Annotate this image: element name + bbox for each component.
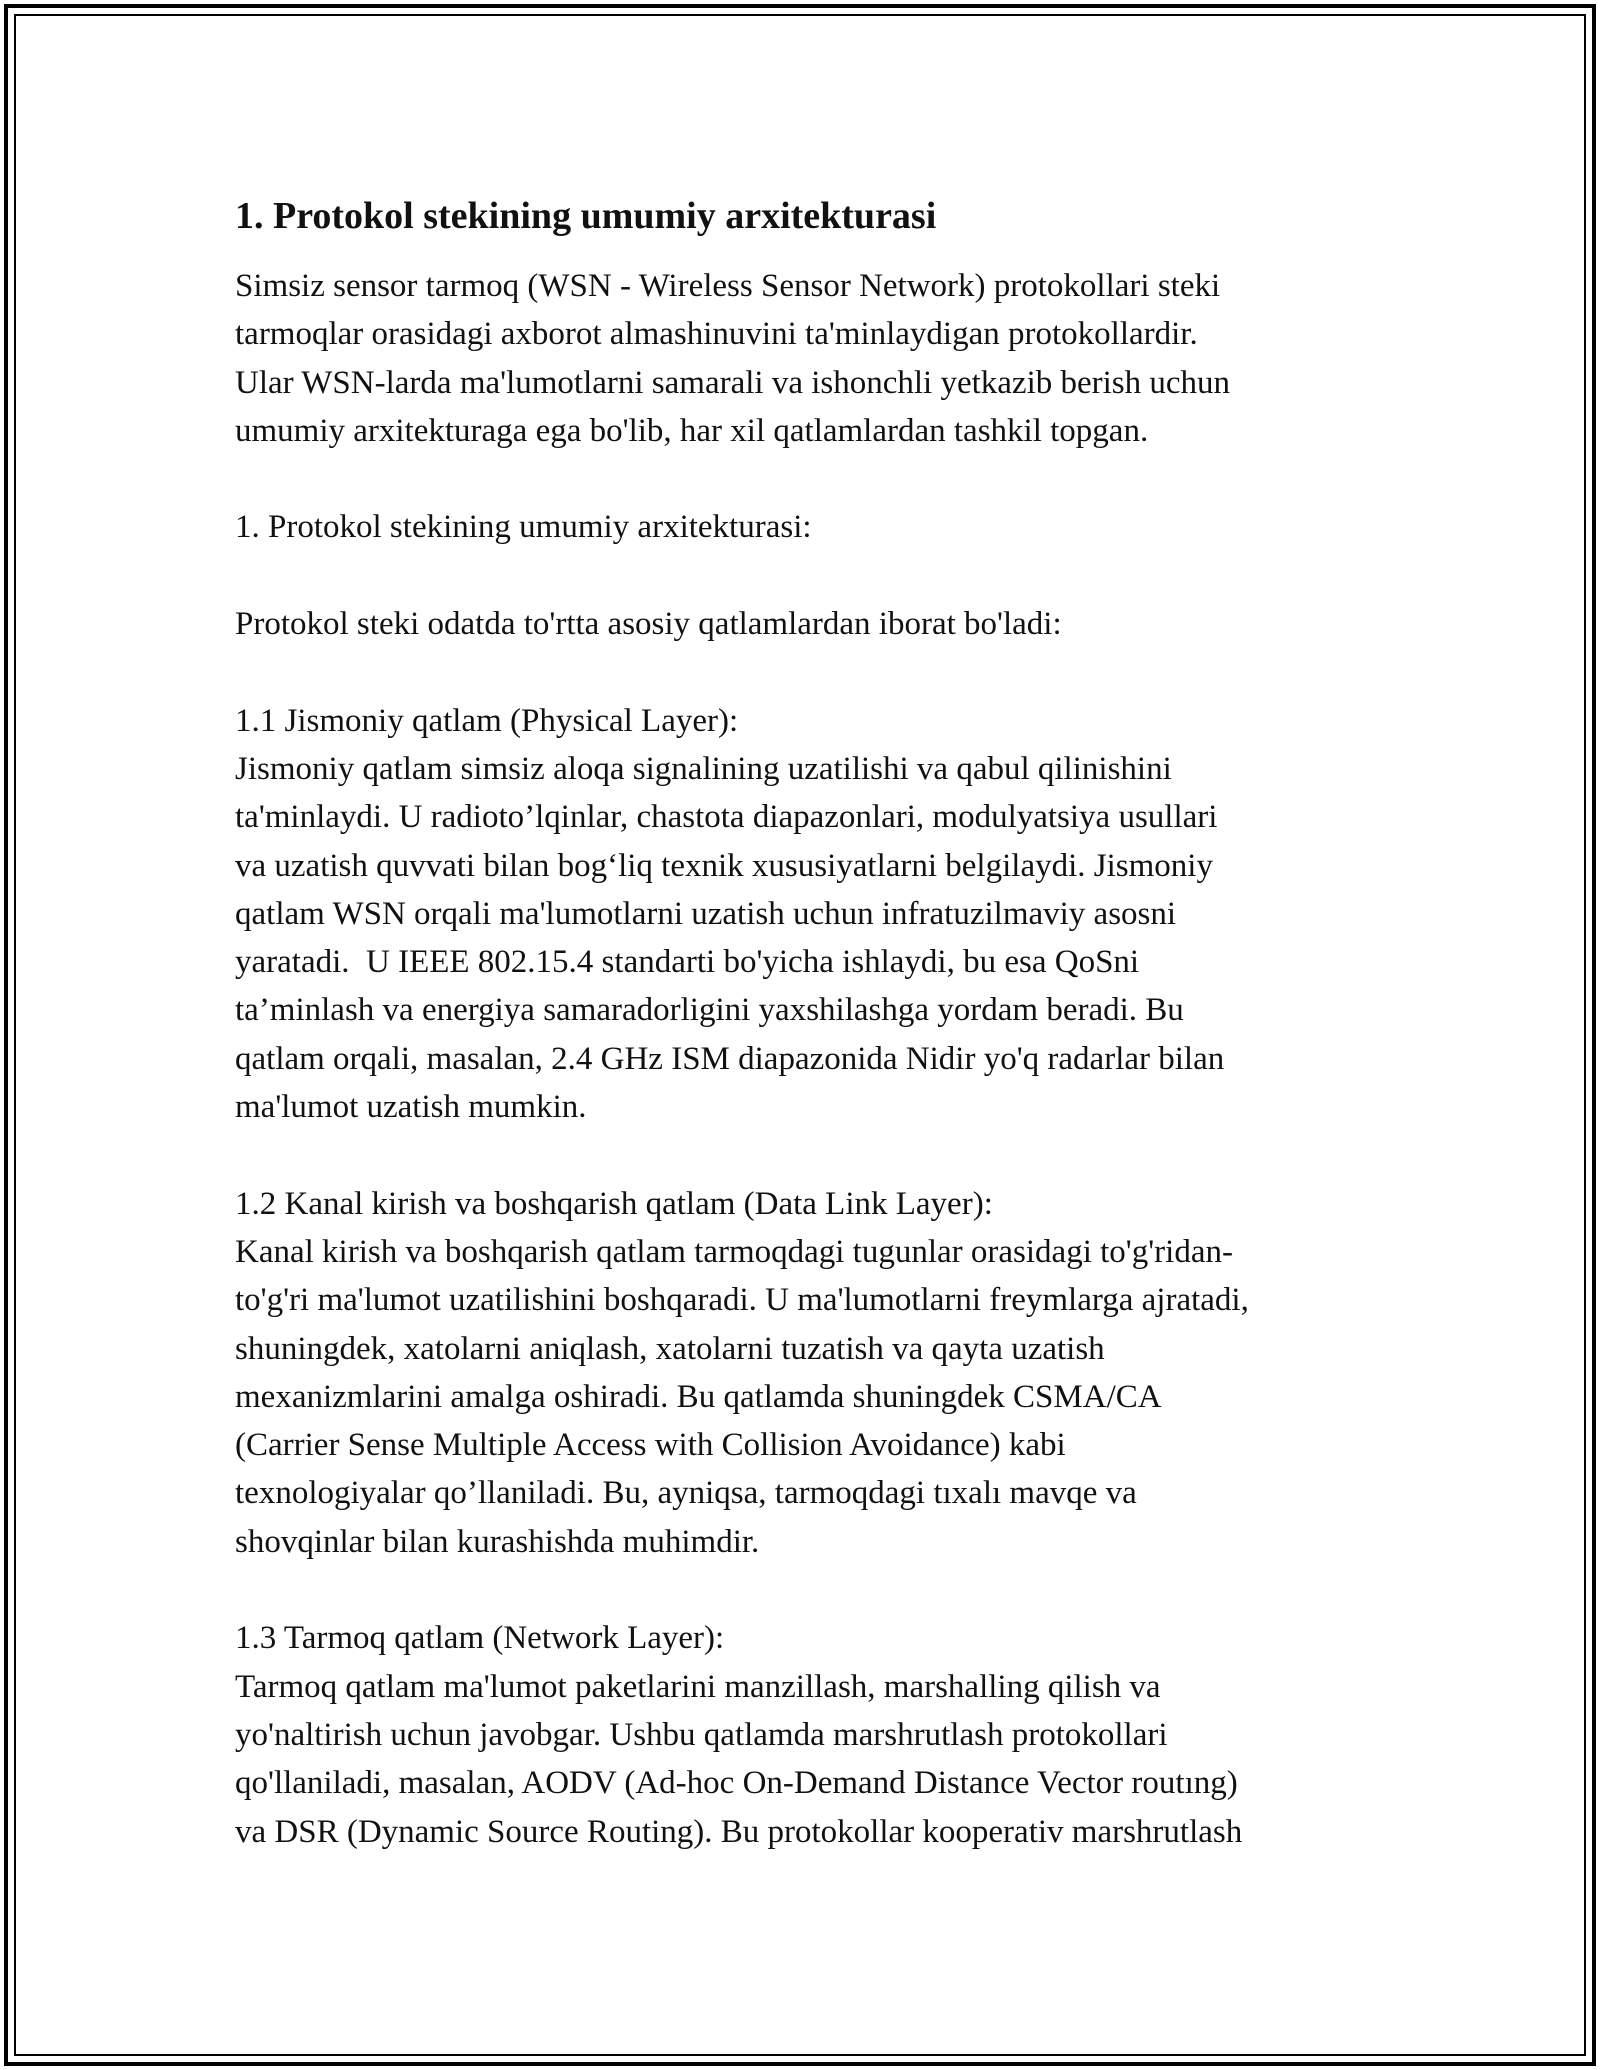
text-line: Ular WSN-larda ma'lumotlarni samarali va ishonchli yetkazib berish uchun bbox=[235, 364, 1231, 401]
text-line: Protokol steki odatda to'rtta asosiy qatlamlardan iborat bo'ladi: bbox=[235, 606, 1062, 643]
blank-line bbox=[235, 552, 1375, 600]
text-line: shuningdek, xatolarni aniqlash, xatolarni tuzatish va qayta uzatish bbox=[235, 1330, 1105, 1367]
document-title: 1. Protokol stekining umumiy arxitekturasi bbox=[235, 195, 937, 237]
text-line: qatlam orqali, masalan, 2.4 GHz ISM diapazonida Nidir yo'q radarlar bilan bbox=[235, 1040, 1225, 1077]
text-line: va uzatish quvvati bilan bog‘liq texnik xususiyatlarni belgilaydi. Jismoniy bbox=[235, 847, 1213, 884]
text-line: 1.2 Kanal kirish va boshqarish qatlam (Data Link Layer): bbox=[235, 1185, 993, 1222]
text-line: yaratadi. U IEEE 802.15.4 standarti bo'yicha ishlaydi, bu esa QoSni bbox=[235, 944, 1140, 981]
text-line: to'g'ri ma'lumot uzatilishini boshqaradi. U ma'lumotlarni freymlarga ajratadi, bbox=[235, 1282, 1249, 1319]
text-line: Jismoniy qatlam simsiz aloqa signalining uzatilishi va qabul qilinishini bbox=[235, 750, 1172, 787]
text-line: ta'minlaydi. U radioto’lqinlar, chastota diapazonlari, modulyatsiya usullari bbox=[235, 799, 1218, 836]
text-line: ma'lumot uzatish mumkin. bbox=[235, 1089, 587, 1126]
blank-line bbox=[235, 648, 1375, 696]
text-line: (Carrier Sense Multiple Access with Collision Avoidance) kabi bbox=[235, 1427, 1066, 1464]
blank-line bbox=[235, 1566, 1375, 1614]
text-line: 1.1 Jismoniy qatlam (Physical Layer): bbox=[235, 702, 739, 739]
text-line: 1. Protokol stekining umumiy arxitekturasi: bbox=[235, 509, 812, 546]
text-line: shovqinlar bilan kurashishda muhimdir. bbox=[235, 1523, 760, 1560]
blank-line bbox=[235, 1131, 1375, 1179]
text-line: qatlam WSN orqali ma'lumotlarni uzatish uchun infratuzilmaviy asosni bbox=[235, 895, 1177, 932]
document-body bbox=[235, 190, 1375, 1856]
blank-line bbox=[235, 455, 1375, 503]
text-line: Kanal kirish va boshqarish qatlam tarmoqdagi tugunlar orasidagi to'g'ridan- bbox=[235, 1233, 1233, 1270]
text-line: texnologiyalar qo’llaniladi. Bu, ayniqsa, tarmoqdagi tıxalı mavqe va bbox=[235, 1475, 1137, 1512]
text-line: Simsiz sensor tarmoq (WSN - Wireless Sensor Network) protokollari steki bbox=[235, 268, 1221, 304]
text-line: umumiy arxitekturaga ega bo'lib, har xil qatlamlardan tashkil topgan. bbox=[235, 412, 1149, 449]
document-text bbox=[235, 262, 1375, 1856]
text-line: tarmoqlar orasidagi axborot almashinuvini ta'minlaydigan protokollardir. bbox=[235, 316, 1198, 353]
text-line: ta’minlash va energiya samaradorligini yaxshilashga yordam beradi. Bu bbox=[235, 992, 1184, 1029]
text-line: yo'naltirish uchun javobgar. Ushbu qatlamda marshrutlash protokollari bbox=[235, 1716, 1168, 1753]
text-line: qo'llaniladi, masalan, AODV (Ad-hoc On-Demand Distance Vector routıng) bbox=[235, 1765, 1238, 1802]
text-line: 1.3 Tarmoq qatlam (Network Layer): bbox=[235, 1620, 725, 1657]
text-line: va DSR (Dynamic Source Routing). Bu protokollar kooperativ marshrutlash bbox=[235, 1813, 1243, 1850]
text-line: Tarmoq qatlam ma'lumot paketlarini manzillash, marshalling qilish va bbox=[235, 1668, 1161, 1705]
text-line: mexanizmlarini amalga oshiradi. Bu qatlamda shuningdek CSMA/CA bbox=[235, 1378, 1162, 1415]
